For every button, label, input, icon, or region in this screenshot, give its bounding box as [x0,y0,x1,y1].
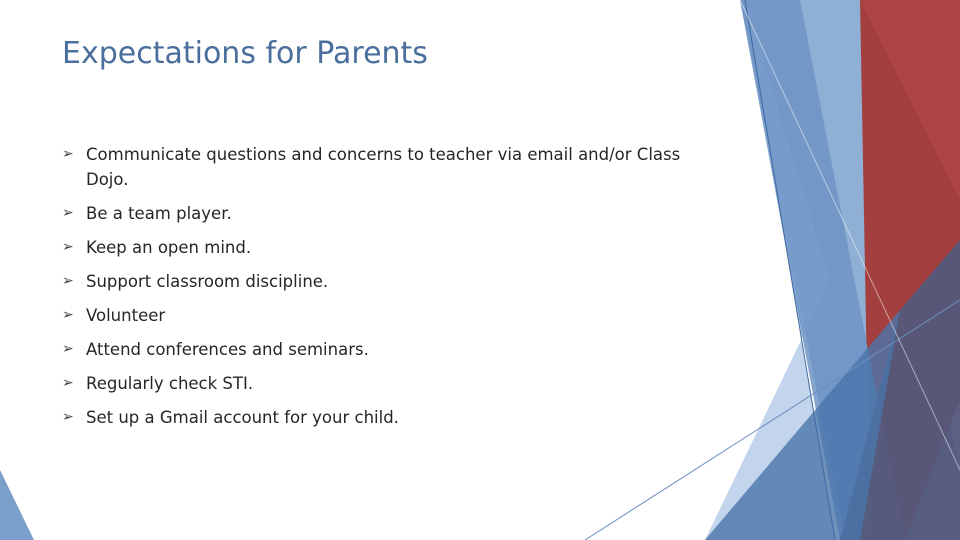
arrowhead-bullet-icon: ➢ [62,205,74,221]
bullet-item [62,269,702,294]
bullet-text: Set up a Gmail account for your child. [86,408,399,427]
bullet-item [62,303,702,328]
bullet-text: Volunteer [86,306,166,325]
bullet-item [62,201,702,226]
bullet-item [62,371,702,396]
arrowhead-bullet-icon: ➢ [62,341,74,357]
bullet-list [62,142,702,439]
bullet-text: Be a team player. [86,204,232,223]
bullet-item [62,142,702,192]
bullet-text: Support classroom discipline. [86,272,329,291]
arrowhead-bullet-icon: ➢ [62,409,74,425]
bullet-text: Keep an open mind. [86,238,252,257]
bullet-text: Attend conferences and seminars. [86,340,369,359]
bullet-text: Regularly check STI. [86,374,254,393]
bullet-item [62,405,702,430]
bullet-item [62,337,702,362]
arrowhead-bullet-icon: ➢ [62,273,74,289]
arrowhead-bullet-icon: ➢ [62,146,74,162]
slide-title: Expectations for Parents [62,36,428,71]
arrowhead-bullet-icon: ➢ [62,239,74,255]
bullet-item [62,235,702,260]
left-edge-shape [0,470,34,540]
bullet-text: Communicate questions and concerns to teacher via email and/or Class Dojo. [86,145,681,189]
arrowhead-bullet-icon: ➢ [62,375,74,391]
arrowhead-bullet-icon: ➢ [62,307,74,323]
